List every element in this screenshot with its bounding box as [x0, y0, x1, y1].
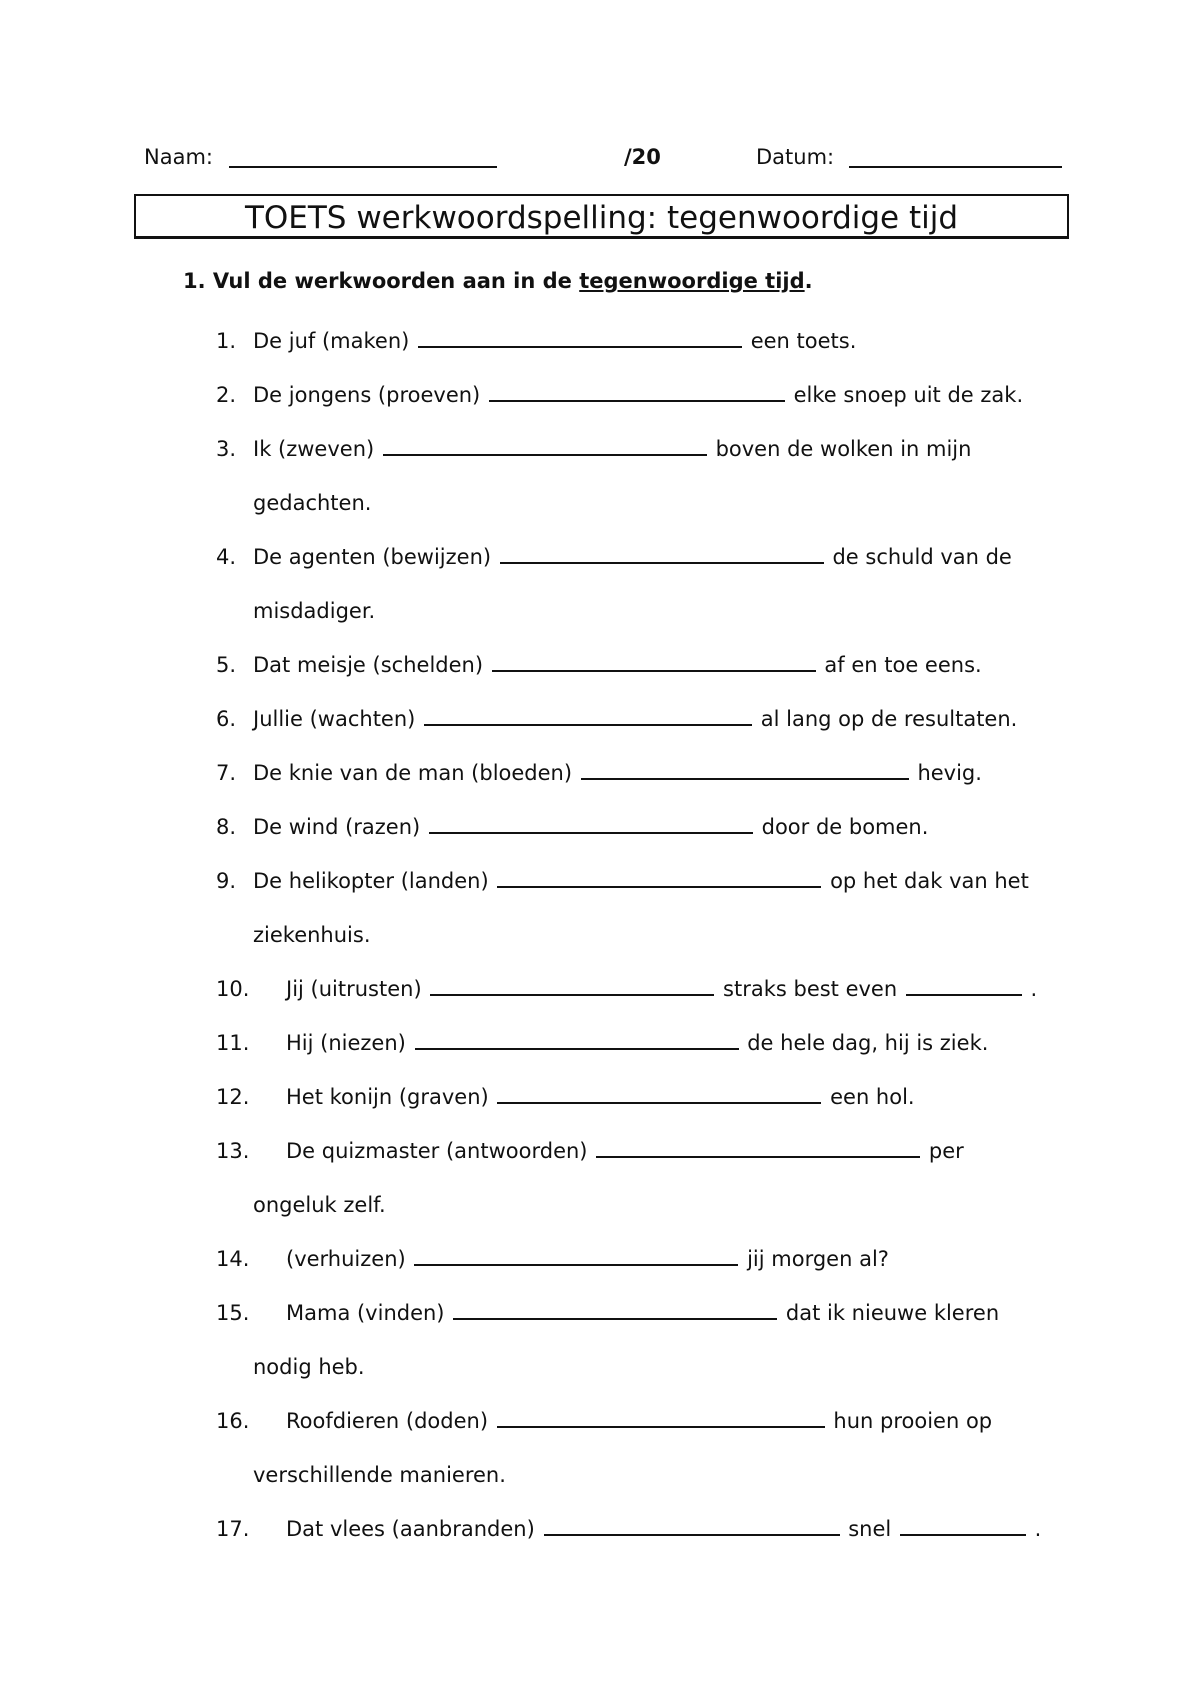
- item-prompt: De agenten (bewijzen): [253, 545, 492, 569]
- answer-blank[interactable]: [500, 542, 824, 564]
- item-text: [286, 1136, 964, 1166]
- exercise-item: [0, 434, 1200, 488]
- exercise-item: [0, 1136, 1200, 1190]
- score-label: /20: [624, 145, 661, 169]
- exercise-continuation: [0, 1460, 1200, 1514]
- exercise-item: [0, 650, 1200, 704]
- item-number: 5.: [216, 653, 237, 677]
- item-rest: snel: [848, 1517, 892, 1541]
- item-prompt: De knie van de man (bloeden): [253, 761, 573, 785]
- name-label: Naam:: [144, 145, 213, 169]
- answer-blank[interactable]: [414, 1244, 738, 1266]
- item-text: [253, 542, 1012, 572]
- instruction-text: Vul de werkwoorden aan in de: [212, 269, 572, 293]
- item-prompt: Jij (uitrusten): [286, 977, 422, 1001]
- answer-blank[interactable]: [415, 1028, 739, 1050]
- item-rest: boven de wolken in mijn: [715, 437, 972, 461]
- answer-blank[interactable]: [492, 650, 816, 672]
- item-prompt: Het konijn (graven): [286, 1085, 489, 1109]
- exercise-item: [0, 1406, 1200, 1460]
- item-text: [286, 1244, 889, 1274]
- item-number: 4.: [216, 545, 237, 569]
- item-number: 11.: [216, 1031, 250, 1055]
- item-text: [253, 380, 1023, 410]
- item-text: [253, 812, 928, 842]
- exercise-item: [0, 1298, 1200, 1352]
- item-number: 14.: [216, 1247, 250, 1271]
- item-rest: per: [928, 1139, 964, 1163]
- answer-blank[interactable]: [596, 1136, 920, 1158]
- item-number: 9.: [216, 869, 237, 893]
- exercise-item: [0, 1514, 1200, 1568]
- instruction-number: 1.: [183, 269, 206, 293]
- answer-blank[interactable]: [383, 434, 707, 456]
- item-text: [253, 704, 1017, 734]
- exercise-continuation: [0, 920, 1200, 974]
- answer-blank[interactable]: [581, 758, 909, 780]
- item-number: 3.: [216, 437, 237, 461]
- item-number: 2.: [216, 383, 237, 407]
- item-prompt: Ik (zweven): [253, 437, 375, 461]
- item-continuation: gedachten.: [253, 491, 372, 515]
- item-text: [253, 758, 982, 788]
- item-number: 15.: [216, 1301, 250, 1325]
- item-text: [253, 650, 982, 680]
- item-continuation: verschillende manieren.: [253, 1463, 506, 1487]
- answer-blank[interactable]: [497, 866, 821, 888]
- item-text: [286, 974, 1037, 1004]
- answer-blank-2[interactable]: [900, 1514, 1026, 1536]
- item-prompt: De helikopter (landen): [253, 869, 489, 893]
- item-rest: jij morgen al?: [747, 1247, 889, 1271]
- item-end: .: [1030, 977, 1038, 1001]
- exercise-item: [0, 866, 1200, 920]
- item-prompt: Hij (niezen): [286, 1031, 406, 1055]
- answer-blank[interactable]: [497, 1082, 821, 1104]
- exercise-item: [0, 758, 1200, 812]
- item-continuation: misdadiger.: [253, 599, 376, 623]
- item-rest: door de bomen.: [761, 815, 929, 839]
- exercise-item: [0, 1082, 1200, 1136]
- answer-blank[interactable]: [418, 326, 742, 348]
- exercise-continuation: [0, 1190, 1200, 1244]
- item-text: [286, 1028, 988, 1058]
- item-number: 12.: [216, 1085, 250, 1109]
- answer-blank[interactable]: [497, 1406, 825, 1428]
- item-continuation: ongeluk zelf.: [253, 1193, 386, 1217]
- item-rest: hevig.: [917, 761, 982, 785]
- item-number: 16.: [216, 1409, 250, 1433]
- exercise-item: [0, 1244, 1200, 1298]
- item-number: 17.: [216, 1517, 250, 1541]
- item-rest: een hol.: [830, 1085, 915, 1109]
- exercise-item: [0, 542, 1200, 596]
- item-rest: de schuld van de: [832, 545, 1012, 569]
- answer-blank[interactable]: [424, 704, 752, 726]
- item-prompt: De juf (maken): [253, 329, 410, 353]
- exercise-item: [0, 974, 1200, 1028]
- item-prompt: Jullie (wachten): [253, 707, 416, 731]
- instruction-end: .: [804, 269, 813, 293]
- item-text: [286, 1406, 992, 1436]
- item-rest: elke snoep uit de zak.: [793, 383, 1024, 407]
- exercise-list: [0, 326, 1200, 1568]
- item-text: [253, 866, 1029, 896]
- exercise-continuation: [0, 488, 1200, 542]
- instruction: [183, 266, 813, 296]
- item-rest: straks best even: [723, 977, 898, 1001]
- item-prompt: Dat meisje (schelden): [253, 653, 484, 677]
- item-number: 6.: [216, 707, 237, 731]
- exercise-item: [0, 812, 1200, 866]
- item-prompt: Roofdieren (doden): [286, 1409, 489, 1433]
- exercise-item: [0, 380, 1200, 434]
- item-text: [253, 326, 856, 356]
- item-rest: af en toe eens.: [824, 653, 982, 677]
- item-number: 10.: [216, 977, 250, 1001]
- item-continuation: nodig heb.: [253, 1355, 365, 1379]
- answer-blank[interactable]: [453, 1298, 777, 1320]
- item-rest: een toets.: [750, 329, 857, 353]
- item-rest: dat ik nieuwe kleren: [785, 1301, 1000, 1325]
- item-text: [286, 1514, 1041, 1544]
- test-title: TOETS werkwoordspelling: tegenwoordige tijd: [134, 194, 1069, 239]
- item-prompt: Mama (vinden): [286, 1301, 445, 1325]
- item-prompt: De wind (razen): [253, 815, 421, 839]
- item-number: 1.: [216, 329, 237, 353]
- date-label: Datum:: [756, 145, 835, 169]
- item-text: [253, 434, 971, 464]
- name-field[interactable]: [229, 166, 497, 168]
- item-prompt: Dat vlees (aanbranden): [286, 1517, 535, 1541]
- exercise-item: [0, 1028, 1200, 1082]
- item-text: [286, 1082, 915, 1112]
- item-number: 8.: [216, 815, 237, 839]
- instruction-underlined: tegenwoordige tijd: [579, 269, 805, 293]
- item-continuation: ziekenhuis.: [253, 923, 371, 947]
- answer-blank[interactable]: [489, 380, 785, 402]
- item-rest: hun prooien op: [833, 1409, 993, 1433]
- item-prompt: (verhuizen): [286, 1247, 406, 1271]
- exercise-item: [0, 326, 1200, 380]
- item-rest: op het dak van het: [830, 869, 1029, 893]
- header-row: [0, 142, 1200, 172]
- item-prompt: De jongens (proeven): [253, 383, 481, 407]
- answer-blank[interactable]: [430, 974, 714, 996]
- item-end: .: [1034, 1517, 1042, 1541]
- exercise-continuation: [0, 1352, 1200, 1406]
- item-number: 7.: [216, 761, 237, 785]
- exercise-continuation: [0, 596, 1200, 650]
- answer-blank[interactable]: [544, 1514, 840, 1536]
- item-text: [286, 1298, 999, 1328]
- answer-blank[interactable]: [429, 812, 753, 834]
- item-number: 13.: [216, 1139, 250, 1163]
- answer-blank-2[interactable]: [906, 974, 1022, 996]
- date-field[interactable]: [849, 166, 1062, 168]
- exercise-item: [0, 704, 1200, 758]
- item-rest: al lang op de resultaten.: [760, 707, 1018, 731]
- item-prompt: De quizmaster (antwoorden): [286, 1139, 588, 1163]
- item-rest: de hele dag, hij is ziek.: [747, 1031, 989, 1055]
